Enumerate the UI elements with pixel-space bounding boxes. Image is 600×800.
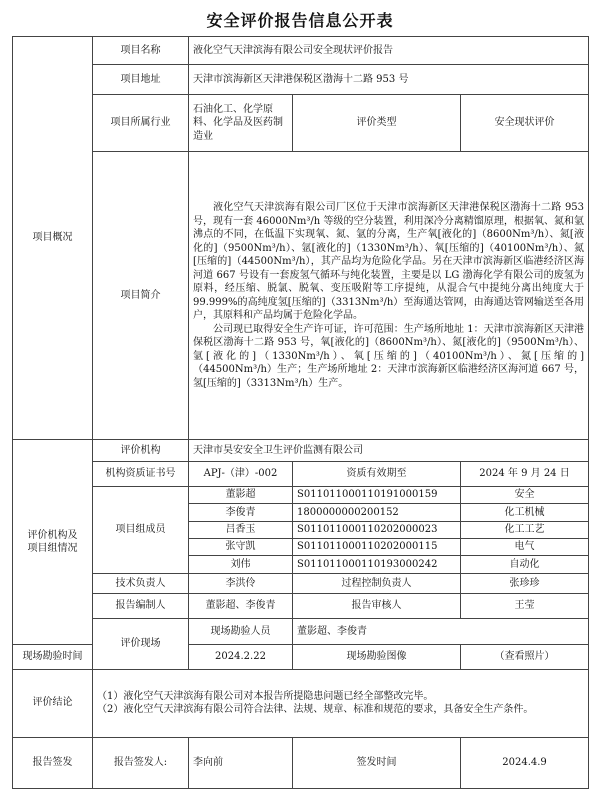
team-member-cert: S011011000110191000159 — [293, 486, 461, 503]
team-member-name: 董影超 — [189, 486, 293, 503]
cert-valid-value: 2024 年 9 月 24 日 — [461, 462, 589, 486]
team-member-cert: S011011000110193000242 — [293, 556, 461, 573]
team-member-name: 张守凯 — [189, 538, 293, 555]
sign-time-label: 签发时间 — [293, 737, 461, 788]
project-intro-value — [189, 152, 589, 440]
site-section-label: 评价现场 — [93, 618, 189, 669]
team-member-field: 化工工艺 — [461, 521, 589, 538]
conclusion-item-2: （2）液化空气天津滨海有限公司符合法律、法规、规章、标准和规范的要求，具备安全生产条件。 — [97, 704, 534, 716]
team-member-field: 安全 — [461, 486, 589, 503]
site-staff-value: 董影超、李俊青 — [293, 618, 589, 645]
site-time-value: 2024.2.22 — [189, 645, 293, 669]
team-member-field: 化工机械 — [461, 504, 589, 521]
row-eval-org — [13, 440, 589, 462]
tech-lead-label: 技术负责人 — [93, 573, 189, 593]
team-member-field: 电气 — [461, 538, 589, 555]
cert-no-value: APJ-（津）-002 — [189, 462, 293, 486]
site-staff-label: 现场勘验人员 — [189, 618, 293, 645]
project-address-label: 项目地址 — [93, 64, 189, 95]
project-address-value: 天津市滨海新区天津港保税区渤海十二路 953 号 — [189, 64, 589, 95]
info-table — [12, 36, 589, 789]
row-project-name — [13, 37, 589, 65]
document-title: 安全评价报告信息公开表 — [206, 11, 394, 30]
signoff-section-label: 报告签发 — [13, 737, 93, 788]
row-conclusion — [13, 669, 589, 737]
report-author-label: 报告编制人 — [93, 594, 189, 618]
conclusion-value — [93, 669, 589, 737]
team-member-name: 李俊青 — [189, 504, 293, 521]
row-leads — [13, 573, 589, 593]
report-reviewer-value: 王莹 — [461, 594, 589, 618]
site-time-label: 现场勘验时间 — [13, 645, 93, 669]
eval-org-section-label-line2: 项目组情况 — [27, 543, 78, 555]
sign-time-value: 2024.4.9 — [461, 737, 589, 788]
team-member-name: 吕香玉 — [189, 521, 293, 538]
site-image-link[interactable]: （查看照片） — [461, 645, 589, 669]
team-members-label: 项目组成员 — [93, 486, 189, 573]
team-member-cert: S011011000110202000115 — [293, 538, 461, 555]
conclusion-section-label: 评价结论 — [13, 669, 93, 737]
report-author-value: 董影超、李俊青 — [189, 594, 293, 618]
eval-type-value: 安全现状评价 — [461, 95, 589, 152]
row-cert — [13, 462, 589, 486]
eval-org-section-label-line1: 评价机构及 — [27, 529, 78, 541]
eval-org-value: 天津市昊安安全卫生评价监测有限公司 — [189, 440, 589, 462]
project-industry-value: 石油化工、化学原料、化学品及医药制造业 — [189, 95, 293, 152]
conclusion-item-1: （1）液化空气天津滨海有限公司对本报告所提隐患问题已经全部整改完毕。 — [97, 690, 434, 702]
team-member-cert: S011011000110202000023 — [293, 521, 461, 538]
signer-value: 李向前 — [189, 737, 293, 788]
project-intro-paragraph-2: 公司现已取得安全生产许可证，许可范围：生产场所地址 1：天津市滨海新区天津港保税区渤海十二路 953 号，氧[液化的]（8600Nm³/h）、氮[液化的]（9500Nm³/h）、氩[液化的]（1330Nm³/h）、氧[压缩的]（40100Nm³/h）、氮[压缩的]（44500Nm³/h）生产；生产场所地址 2：天津市滨海新区临港经济区海河道 667 号，氢[压缩的]（3313Nm³/h）生产。 — [193, 323, 585, 389]
process-lead-label: 过程控制负责人 — [293, 573, 461, 593]
team-member-cert: 1800000000200152 — [293, 504, 461, 521]
project-overview-label: 项目概况 — [13, 37, 93, 440]
project-intro-label: 项目简介 — [93, 152, 189, 440]
row-report-people — [13, 594, 589, 618]
row-signoff — [13, 737, 589, 788]
site-image-label: 现场勘验图像 — [293, 645, 461, 669]
eval-org-label: 评价机构 — [93, 440, 189, 462]
project-name-label: 项目名称 — [93, 37, 189, 65]
report-reviewer-label: 报告审核人 — [293, 594, 461, 618]
signer-label: 报告签发人: — [93, 737, 189, 788]
cert-valid-label: 资质有效期至 — [293, 462, 461, 486]
row-project-industry — [13, 95, 589, 152]
project-name-value: 液化空气天津滨海有限公司安全现状评价报告 — [189, 37, 589, 65]
eval-type-label: 评价类型 — [293, 95, 461, 152]
team-member-row — [13, 486, 589, 503]
row-site-staff — [13, 618, 589, 645]
cert-no-label: 机构资质证书号 — [93, 462, 189, 486]
team-member-name: 刘伟 — [189, 556, 293, 573]
process-lead-value: 张珍珍 — [461, 573, 589, 593]
team-member-field: 自动化 — [461, 556, 589, 573]
row-project-intro — [13, 152, 589, 440]
eval-org-section-label — [13, 440, 93, 645]
project-industry-label: 项目所属行业 — [93, 95, 189, 152]
project-intro-paragraph-1: 液化空气天津滨海有限公司厂区位于天津市滨海新区天津港保税区渤海十二路 953 号，现有一套 46000Nm³/h 等级的空分装置，利用深冷分离精馏原理，根据氧、氮和氩沸点的不同，在低温下实现氧、氮、氩的分离，生产氧[液化的]（8600Nm³/h）、氮[液化的]（9500Nm³/h）、氩[液化的]（1330Nm³/h）、氧[压缩的]（40100Nm³/h）、氮[压缩的]（44500Nm³/h），其产品均为危险化学品。另在天津市滨海新区临港经济区海河道 667 号设有一套废氢气循环与纯化装置，主要是以 LG 渤海化学有限公司的废氢为原料，经压缩、脱氯、脱氧、变压吸附等工序提纯，从混合气中提纯分离出纯度大于 99.999%的高纯度氢[压缩的]（3313Nm³/h）至海通达管网，由海通达管网输送至各用户，其原料和产品均属于危险化学品。 — [193, 202, 585, 322]
tech-lead-value: 李洪伶 — [189, 573, 293, 593]
row-project-address — [13, 64, 589, 95]
